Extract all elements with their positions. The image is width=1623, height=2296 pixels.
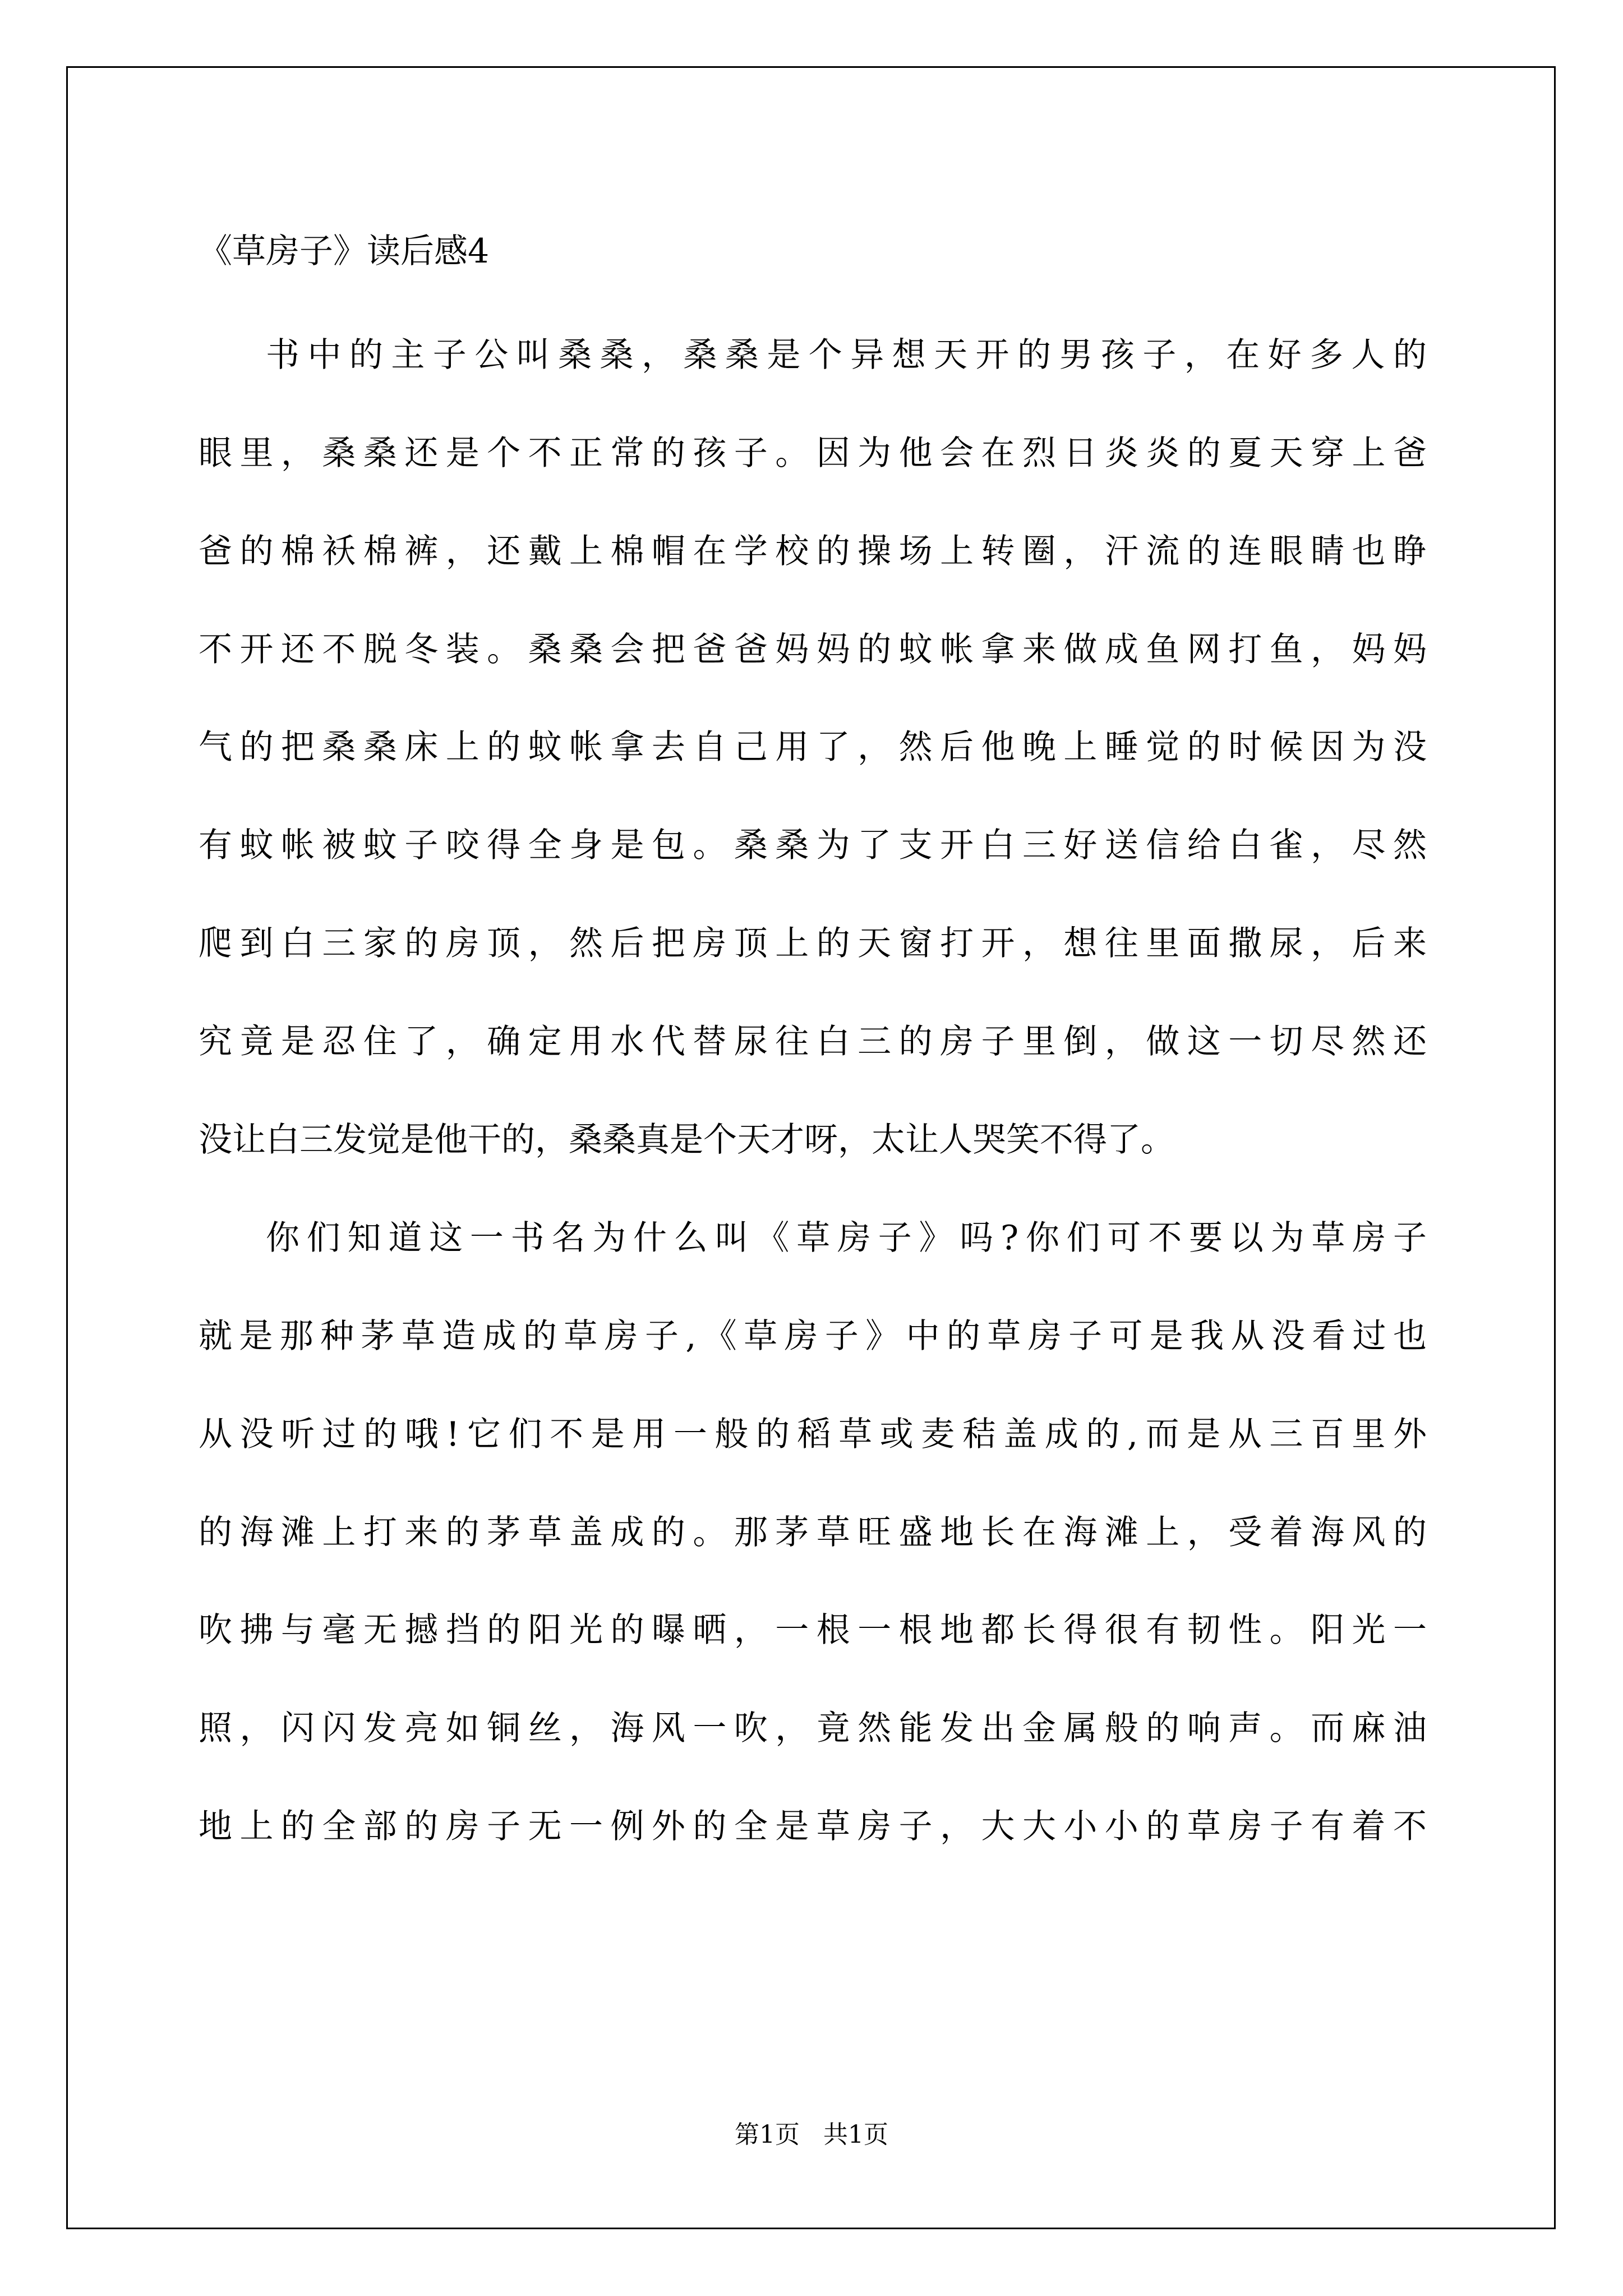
page-footer: 第1页 共1页 <box>735 2120 888 2149</box>
paragraph-2-line: 吹拂与毫无撼挡的阳光的曝晒，一根一根地都长得很有韧性。阳光一 <box>199 1611 1427 1650</box>
paragraph-1-line: 究竟是忍住了，确定用水代替尿往白三的房子里倒，做这一切尽然还 <box>199 1022 1427 1061</box>
paragraph-1-line: 没让白三发觉是他干的，桑桑真是个天才呀，太让人哭笑不得了。 <box>199 1120 1174 1159</box>
paragraph-2-line: 你们知道这一书名为什么叫《草房子》吗?你们可不要以为草房子 <box>266 1218 1427 1258</box>
paragraph-2-line: 地上的全部的房子无一例外的全是草房子，大大小小的草房子有着不 <box>199 1807 1427 1846</box>
document-title: 《草房子》读后感4 <box>199 232 490 271</box>
paragraph-1-line: 有蚊帐被蚊子咬得全身是包。桑桑为了支开白三好送信给白雀，尽然 <box>199 826 1427 865</box>
paragraph-1-line: 书中的主子公叫桑桑，桑桑是个异想天开的男孩子，在好多人的 <box>266 335 1427 375</box>
paragraph-1-line: 爬到白三家的房顶，然后把房顶上的天窗打开，想往里面撒尿，后来 <box>199 924 1427 963</box>
paragraph-2-line: 从没听过的哦!它们不是用一般的稻草或麦秸盖成的,而是从三百里外 <box>199 1415 1427 1454</box>
paragraph-1-line: 不开还不脱冬装。桑桑会把爸爸妈妈的蚊帐拿来做成鱼网打鱼，妈妈 <box>199 630 1427 669</box>
paragraph-1-line: 眼里，桑桑还是个不正常的孩子。因为他会在烈日炎炎的夏天穿上爸 <box>199 434 1427 473</box>
paragraph-1-line: 爸的棉袄棉裤，还戴上棉帽在学校的操场上转圈，汗流的连眼睛也睁 <box>199 532 1427 571</box>
paragraph-1-line: 气的把桑桑床上的蚊帐拿去自己用了，然后他晚上睡觉的时候因为没 <box>199 728 1427 767</box>
paragraph-2-line: 就是那种茅草造成的草房子,《草房子》中的草房子可是我从没看过也 <box>199 1317 1427 1356</box>
paragraph-2-line: 的海滩上打来的茅草盖成的。那茅草旺盛地长在海滩上，受着海风的 <box>199 1513 1427 1552</box>
paragraph-2-line: 照，闪闪发亮如铜丝，海风一吹，竟然能发出金属般的响声。而麻油 <box>199 1709 1427 1748</box>
